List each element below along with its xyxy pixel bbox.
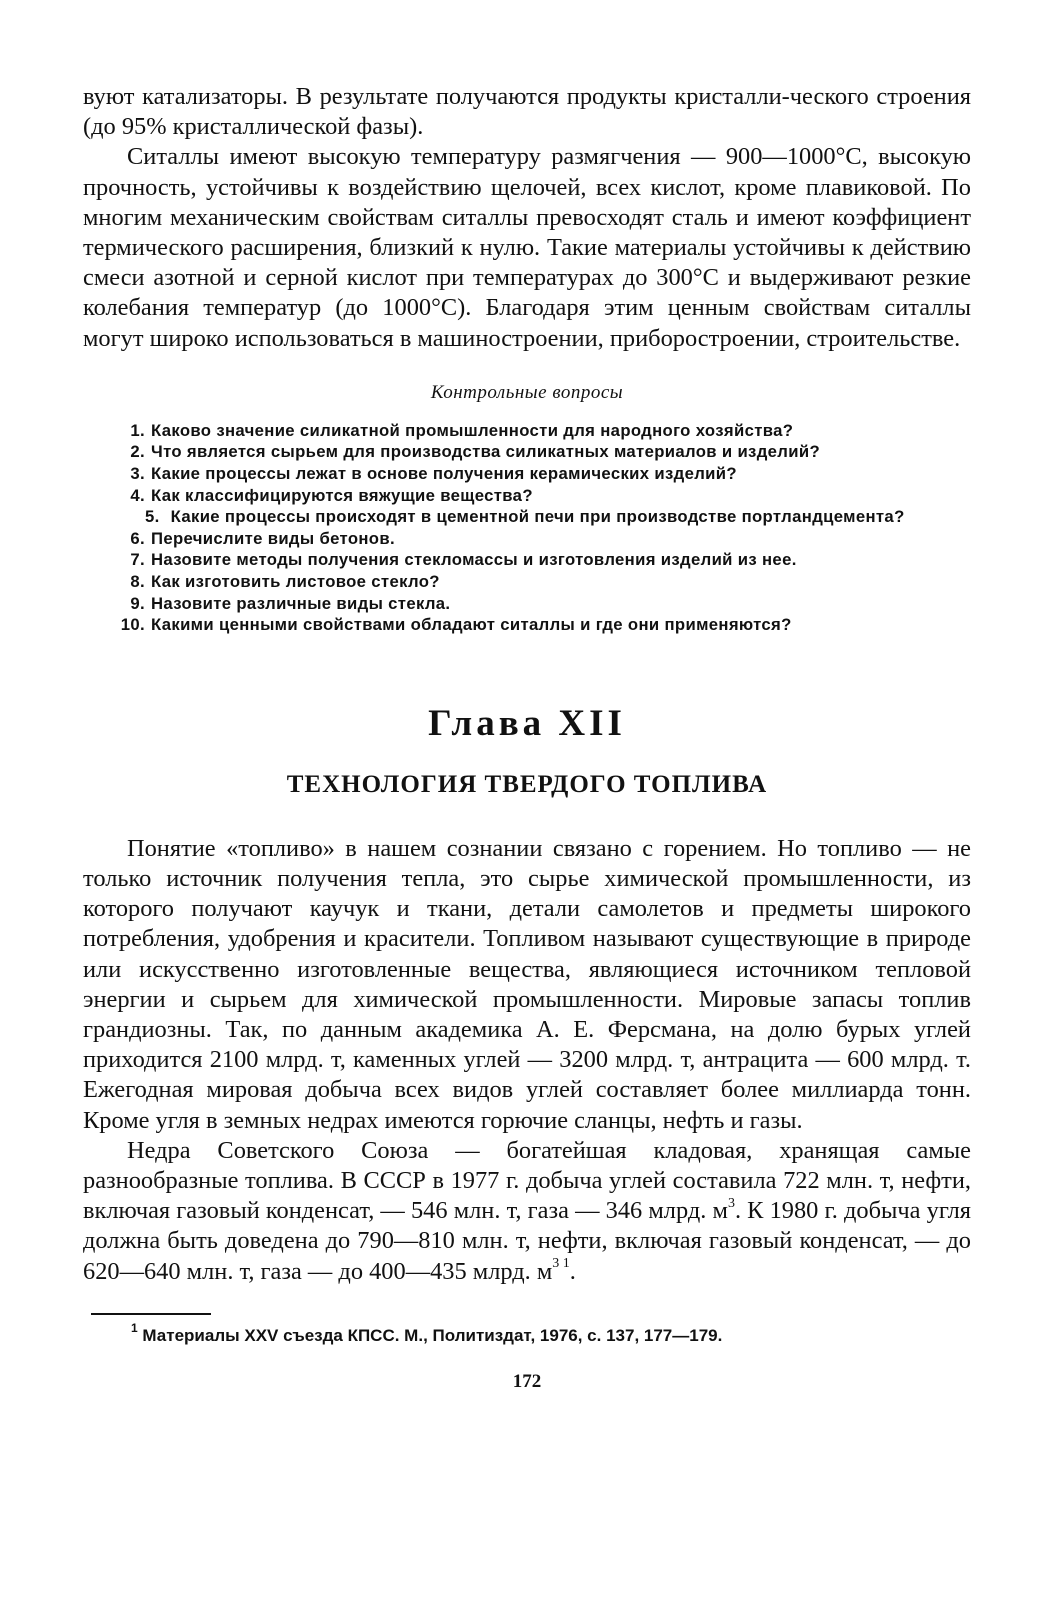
footnote-divider: [91, 1313, 211, 1315]
chapter-subtitle: ТЕХНОЛОГИЯ ТВЕРДОГО ТОПЛИВА: [286, 770, 768, 798]
question-item: [83, 441, 971, 463]
question-text: Как изготовить листовое стекло?: [151, 571, 440, 591]
paragraph-fuel-concept: Понятие «топливо» в нашем сознании связано с горением. Но топливо — не только источник получения тепла, это сырье химической промышленности, из которого получают каучук и ткани, детали самолетов и предметы широкого потребления, удобрения и красители. Топливом называют существующие в природе или искусственно изготовленные вещества, являющиеся источником тепловой энергии и сырьем для химической промышленности. Мировые запасы топлив грандиозны. Так, по данным академика А. Е. Ферсмана, на долю бурых углей приходится 2100 млрд. т, каменных углей — 3200 млрд. т, антрацита — 600 млрд. т. Ежегодная мировая добыча всех видов углей составляет более миллиарда тонн. Кроме угля в земных недрах имеются горючие сланцы, нефть и газы.: [83, 834, 971, 1134]
question-number: 4.: [130, 485, 145, 505]
question-text: Перечислите виды бетонов.: [151, 528, 395, 548]
question-number: 8.: [130, 571, 145, 591]
question-text: Какие процессы происходят в цементной печи при производстве портландцемента?: [170, 507, 905, 527]
question-number: 5.: [145, 507, 160, 527]
superscript-cubic: 3: [727, 1196, 735, 1212]
question-item: [83, 528, 971, 550]
paragraph-ussr-resources: [83, 1136, 971, 1287]
footnote-text: Материалы XXV съезда КПСС. М., Политиздат, 1976, с. 137, 177—179.: [142, 1325, 723, 1345]
section-heading-questions: Контрольные вопросы: [430, 381, 624, 403]
question-text: Как классифицируются вяжущие вещества?: [151, 485, 533, 505]
question-item: [83, 420, 971, 442]
paragraph-text-part: .: [569, 1257, 576, 1285]
question-text: Назовите различные виды стекла.: [151, 593, 451, 613]
question-number: 3.: [130, 464, 145, 484]
question-text: Назовите методы получения стекломассы и изготовления изделий из нее.: [151, 550, 797, 570]
paragraph-text-part: Недра Советского Союза — богатейшая кладовая, хранящая самые разнообразные топлива. В СССР в 1977 г. добыча углей составила 722 млн. т, нефти, включая газовый конденсат, — 546 млн. т, газа — 346 млрд. м: [83, 1136, 971, 1225]
page-number: 172: [512, 1370, 542, 1392]
question-number: 2.: [130, 442, 145, 462]
footnote: [131, 1321, 971, 1347]
paragraph-text-part: . К 1980 г. добыча угля должна быть доведена до 790—810 млн. т, нефти, включая газовый конденсат, — до 620—640 млн. т, газа — до 400—435 млрд. м: [83, 1197, 971, 1285]
questions-list: [83, 420, 971, 636]
question-number: 9.: [130, 593, 145, 613]
question-number: 1.: [130, 420, 145, 440]
question-text: Какими ценными свойствами обладают ситаллы и где они применяются?: [151, 615, 792, 635]
question-number: 10.: [120, 615, 145, 635]
footnote-marker: 1: [131, 1321, 138, 1336]
question-item: [83, 571, 971, 593]
question-item: [83, 463, 971, 485]
question-text: Каково значение силикатной промышленности для народного хозяйства?: [151, 420, 794, 440]
paragraph-catalysts-continued: вуют катализаторы. В результате получаются продукты кристалли-ческого строения (до 95% кристаллической фазы).: [83, 83, 971, 141]
question-number: 6.: [130, 528, 145, 548]
question-item: [83, 506, 971, 528]
question-text: Какие процессы лежат в основе получения керамических изделий?: [151, 464, 737, 484]
question-number: 7.: [130, 550, 145, 570]
book-page: [83, 82, 971, 1393]
paragraph-sitall-properties: Ситаллы имеют высокую температуру размягчения — 900—1000°С, высокую прочность, устойчивы к воздействию щелочей, всех кислот, кроме плавиковой. По многим механическим свойствам ситаллы превосходят сталь и имеют коэффициент термического расширения, близкий к нулю. Такие материалы устойчивы к действию смеси азотной и серной кислот при температурах до 300°С и выдерживают резкие колебания температур (до 1000°С). Благодаря этим ценным свойствам ситаллы могут широко использоваться в машиностроении, приборостроении, строительстве.: [83, 143, 971, 352]
question-item: [83, 485, 971, 507]
question-item: [83, 549, 971, 571]
question-item: [83, 593, 971, 615]
question-item: [83, 614, 971, 636]
superscript-cubic-footnote-ref: 3 1: [552, 1256, 570, 1272]
question-text: Что является сырьем для производства силикатных материалов и изделий?: [151, 442, 820, 462]
chapter-title: Глава XII: [428, 702, 626, 744]
